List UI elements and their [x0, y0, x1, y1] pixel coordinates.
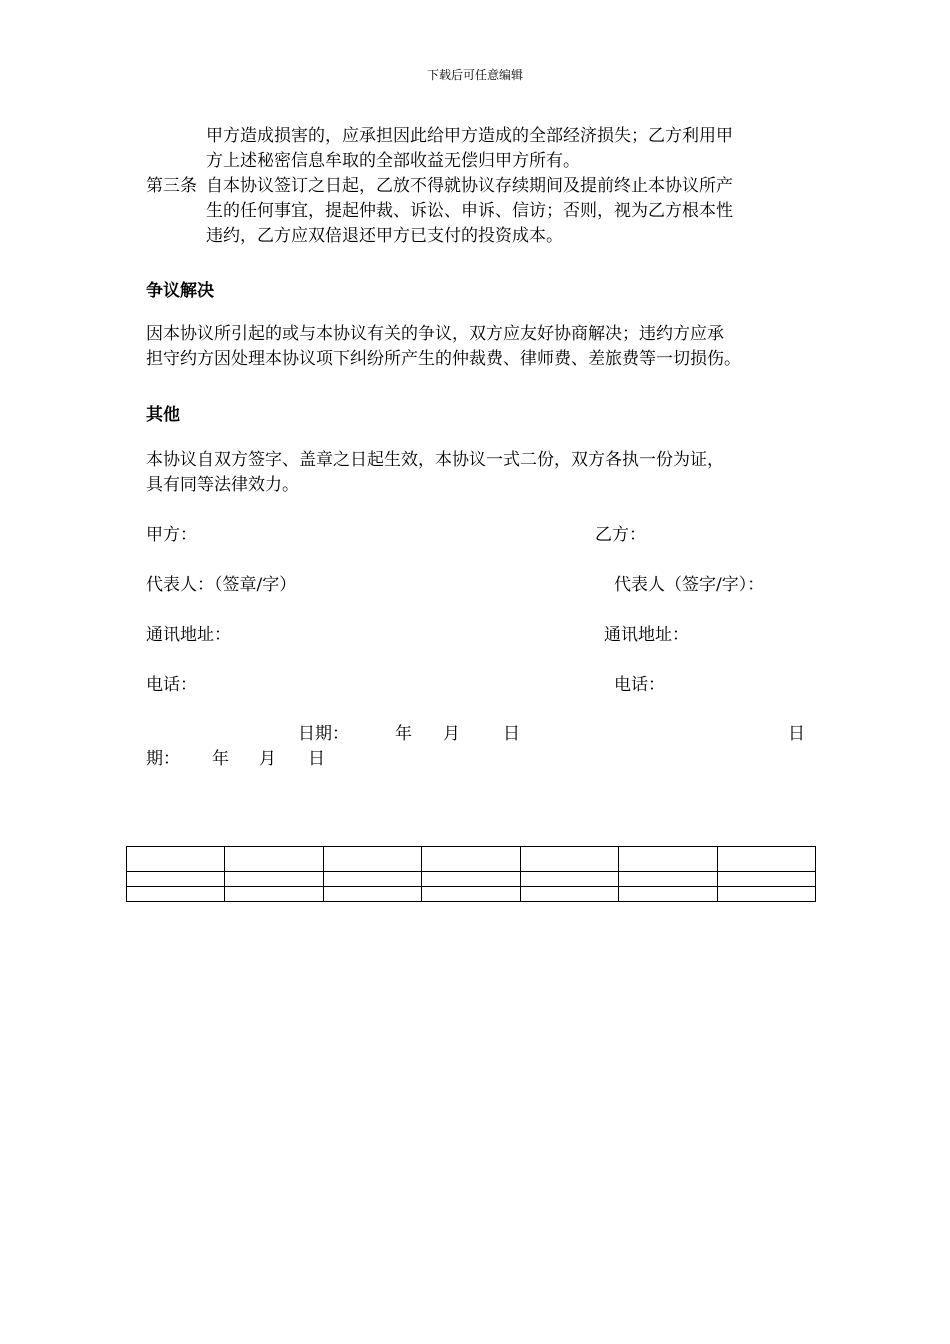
dispute-heading: 争议解决 — [146, 281, 214, 301]
continued-clause-line-2: 方上述秘密信息牟取的全部收益无偿归甲方所有。 — [206, 151, 580, 171]
table-row — [127, 887, 816, 902]
table-cell — [619, 847, 717, 872]
table-cell — [127, 847, 225, 872]
table-cell — [422, 847, 520, 872]
other-paragraph — [146, 448, 806, 498]
table-row — [127, 872, 816, 887]
party-b-phone: 电话： — [614, 675, 665, 695]
party-a-date-label: 日期： — [298, 724, 349, 744]
table-cell — [520, 847, 618, 872]
dispute-line-2: 担守约方因处理本协议项下纠纷所产生的仲裁费、律师费、差旅费等一切损伤。 — [146, 349, 741, 369]
party-a-date-day: 日 — [503, 724, 520, 744]
table-cell — [717, 887, 815, 902]
table-cell — [619, 887, 717, 902]
party-b-date-day: 日 — [308, 749, 325, 769]
table-cell — [520, 887, 618, 902]
party-a-representative: 代表人：（签章/字） — [146, 575, 297, 595]
table-cell — [422, 887, 520, 902]
other-line-1: 本协议自双方签字、盖章之日起生效，本协议一式二份，双方各执一份为证， — [146, 450, 724, 470]
article-3-line-2: 生的任何事宜，提起仲裁、诉讼、申诉、信访；否则，视为乙方根本性 — [206, 201, 733, 221]
table-cell — [127, 872, 225, 887]
table-row — [127, 847, 816, 872]
table-cell — [225, 847, 323, 872]
article-3-line-1: 自本协议签订之日起，乙放不得就协议存续期间及提前终止本协议所产 — [206, 176, 733, 196]
other-line-2: 具有同等法律效力。 — [146, 475, 299, 495]
party-b-date-label-start: 日 — [788, 724, 805, 744]
table-cell — [127, 887, 225, 902]
party-a-label: 甲方： — [146, 525, 197, 545]
empty-table — [126, 846, 816, 902]
party-b-date-year: 年 — [212, 749, 229, 769]
table-cell — [323, 847, 421, 872]
table-cell — [422, 872, 520, 887]
other-heading: 其他 — [146, 405, 180, 425]
table-cell — [323, 887, 421, 902]
table-cell — [520, 872, 618, 887]
article-3-line-3: 违约，乙方应双倍退还甲方已支付的投资成本。 — [206, 226, 563, 246]
party-b-label: 乙方： — [595, 525, 646, 545]
party-a-date-month: 月 — [443, 724, 460, 744]
table-cell — [717, 847, 815, 872]
table-cell — [619, 872, 717, 887]
party-b-date-label-end: 期： — [146, 749, 180, 769]
party-b-address: 通讯地址： — [604, 625, 689, 645]
table-cell — [323, 872, 421, 887]
table-cell — [717, 872, 815, 887]
continued-clause — [206, 124, 806, 174]
party-a-date-year: 年 — [395, 724, 412, 744]
continued-clause-line-1: 甲方造成损害的，应承担因此给甲方造成的全部经济损失；乙方利用甲 — [206, 126, 733, 146]
party-a-address: 通讯地址： — [146, 625, 231, 645]
party-b-representative: 代表人（签字/字）： — [614, 575, 765, 595]
party-b-date-month: 月 — [259, 749, 276, 769]
page-header-note: 下载后可任意编辑 — [426, 68, 523, 82]
table-cell — [225, 887, 323, 902]
article-3-number: 第三条 — [146, 176, 197, 196]
table-cell — [225, 872, 323, 887]
article-3-text — [206, 174, 806, 249]
dispute-paragraph — [146, 322, 806, 372]
dispute-line-1: 因本协议所引起的或与本协议有关的争议，双方应友好协商解决；违约方应承 — [146, 324, 724, 344]
party-a-phone: 电话： — [146, 675, 197, 695]
